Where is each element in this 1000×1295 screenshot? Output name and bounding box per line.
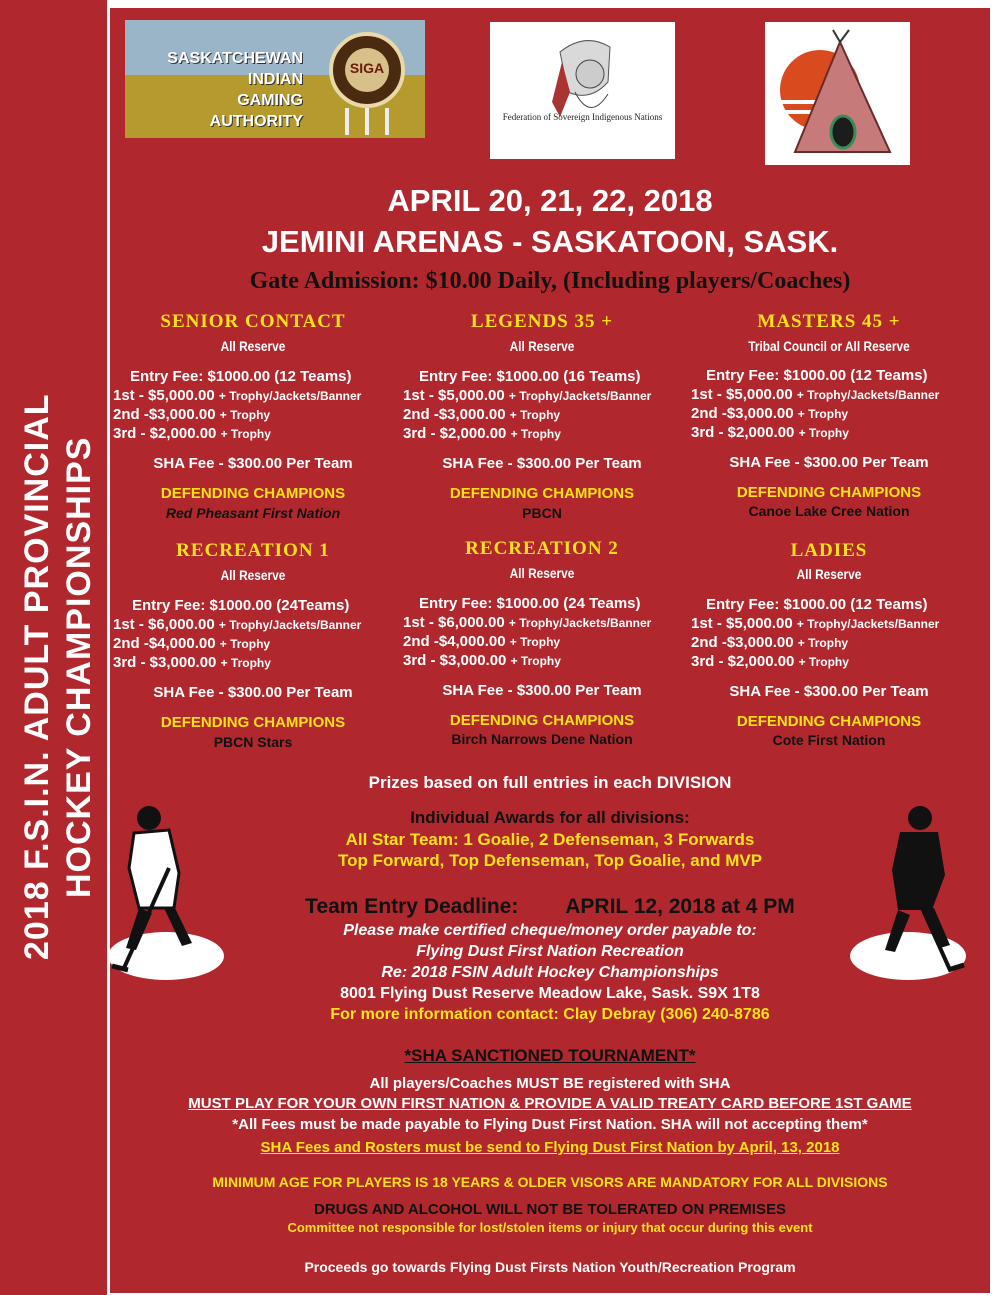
- prize-amount: 2nd -$3,000.00: [691, 405, 794, 422]
- siga-emblem: SIGA: [349, 60, 385, 76]
- entry-fee: Entry Fee: $1000.00 (12 Teams): [130, 368, 352, 385]
- prize-amount: 3rd - $3,000.00: [403, 652, 507, 669]
- sha-registration: All players/Coaches MUST BE registered with SHA: [369, 1075, 731, 1092]
- division-title: RECREATION 2: [465, 538, 619, 559]
- prize-3rd: [113, 653, 271, 673]
- division-subtitle: Tribal Council or All Reserve: [748, 338, 910, 354]
- prize-amount: 1st - $6,000.00: [403, 614, 505, 631]
- individual-awards-title: Individual Awards for all divisions:: [410, 808, 690, 827]
- prize-amount: 1st - $5,000.00: [691, 615, 793, 632]
- division-subtitle: All Reserve: [509, 338, 575, 354]
- prize-extra: + Trophy: [219, 408, 271, 422]
- prize-1st: [691, 614, 939, 634]
- contact-info: For more information contact: Clay Debray (306) 240-8786: [330, 1006, 770, 1023]
- fsin-chief-head-icon: [490, 22, 675, 159]
- defending-champions-label: DEFENDING CHAMPIONS: [736, 484, 922, 501]
- prize-2nd: [403, 632, 560, 652]
- prize-extra: + Trophy/Jackets/Banner: [218, 389, 362, 403]
- entry-fee: Entry Fee: $1000.00 (24Teams): [132, 597, 350, 614]
- prize-amount: 3rd - $2,000.00: [113, 425, 217, 442]
- division-subtitle: All Reserve: [220, 567, 286, 583]
- defending-champions-label: DEFENDING CHAMPIONS: [449, 485, 635, 502]
- prize-extra: + Trophy: [220, 656, 271, 670]
- division-subtitle: All Reserve: [796, 566, 862, 582]
- defending-champion: PBCN: [522, 505, 562, 521]
- defending-champion: Red Pheasant First Nation: [165, 505, 341, 521]
- siga-line: INDIAN: [247, 71, 303, 88]
- sha-fee: SHA Fee - $300.00 Per Team: [729, 683, 929, 700]
- defending-champion: Cote First Nation: [772, 732, 886, 748]
- prize-amount: 2nd -$3,000.00: [113, 406, 216, 423]
- prize-extra: + Trophy: [797, 636, 849, 650]
- defending-champions-label: DEFENDING CHAMPIONS: [736, 713, 922, 730]
- tipi-logo: [765, 22, 910, 165]
- prize-extra: + Trophy/Jackets/Banner: [218, 618, 362, 632]
- prize-2nd: [113, 634, 270, 654]
- sha-fee: SHA Fee - $300.00 Per Team: [442, 682, 642, 699]
- proceeds-note: Proceeds go towards Flying Dust Firsts Nation Youth/Recreation Program: [304, 1259, 796, 1275]
- prize-3rd: [691, 423, 849, 443]
- defending-champions-label: DEFENDING CHAMPIONS: [160, 714, 346, 731]
- defending-champions-label: DEFENDING CHAMPIONS: [449, 712, 635, 729]
- prize-1st: [691, 385, 939, 405]
- prize-2nd: [691, 633, 848, 653]
- prize-1st: [113, 386, 361, 406]
- event-dates: APRIL 20, 21, 22, 2018: [387, 183, 713, 218]
- side-title-line1: 2018 F.S.I.N. ADULT PROVINCIAL: [18, 393, 56, 960]
- prize-2nd: [113, 405, 270, 425]
- prize-3rd: [403, 651, 561, 671]
- prize-extra: + Trophy: [798, 655, 849, 669]
- all-star-team: All Star Team: 1 Goalie, 2 Defenseman, 3 Forwards: [345, 830, 755, 849]
- prize-3rd: [691, 652, 849, 672]
- top-awards: Top Forward, Top Defenseman, Top Goalie, and MVP: [337, 851, 763, 870]
- prize-extra: + Trophy: [219, 637, 271, 651]
- prize-amount: 2nd -$3,000.00: [403, 406, 506, 423]
- prize-extra: + Trophy/Jackets/Banner: [796, 388, 940, 402]
- division-title: SENIOR CONTACT: [160, 311, 346, 332]
- prize-amount: 3rd - $2,000.00: [691, 653, 795, 670]
- payable-instruction: Please make certified cheque/money order payable to:: [343, 922, 757, 939]
- prize-2nd: [691, 404, 848, 424]
- side-title-line2: HOCKEY CHAMPIONSHIPS: [60, 436, 98, 898]
- age-visor-rule: MINIMUM AGE FOR PLAYERS IS 18 YEARS & OLDER VISORS ARE MANDATORY FOR ALL DIVISIONS: [212, 1174, 888, 1190]
- sha-fee: SHA Fee - $300.00 Per Team: [153, 684, 353, 701]
- entry-fee: Entry Fee: $1000.00 (24 Teams): [419, 595, 641, 612]
- prize-amount: 1st - $5,000.00: [691, 386, 793, 403]
- payment-reference: Re: 2018 FSIN Adult Hockey Championships: [381, 964, 719, 981]
- prize-extra: + Trophy: [798, 426, 849, 440]
- committee-disclaimer: Committee not responsible for lost/stolen items or injury that occur during this event: [287, 1220, 813, 1235]
- prize-extra: + Trophy: [510, 654, 561, 668]
- sha-fee: SHA Fee - $300.00 Per Team: [442, 455, 642, 472]
- deadline-value: APRIL 12, 2018 at 4 PM: [565, 895, 795, 918]
- prize-1st: [403, 613, 651, 633]
- division-title: MASTERS 45 +: [757, 311, 901, 332]
- prize-2nd: [403, 405, 560, 425]
- prize-3rd: [113, 424, 271, 444]
- sanctioned-tournament: *SHA SANCTIONED TOURNAMENT*: [404, 1046, 696, 1065]
- prize-3rd: [403, 424, 561, 444]
- prize-1st: [113, 615, 361, 635]
- gate-admission: Gate Admission: $10.00 Daily, (Including players/Coaches): [249, 268, 851, 294]
- division-title: RECREATION 1: [176, 540, 330, 561]
- defending-champions-label: DEFENDING CHAMPIONS: [160, 485, 346, 502]
- prize-extra: + Trophy: [510, 427, 561, 441]
- prizes-note: Prizes based on full entries in each DIVISION: [368, 773, 732, 792]
- siga-line: GAMING: [237, 92, 303, 109]
- fsin-logo: [490, 22, 675, 159]
- mailing-address: 8001 Flying Dust Reserve Meadow Lake, Sask. S9X 1T8: [340, 985, 760, 1002]
- fsin-caption: Federation of Sovereign Indigenous Nations: [502, 112, 663, 122]
- sha-fee: SHA Fee - $300.00 Per Team: [729, 454, 929, 471]
- sha-fee: SHA Fee - $300.00 Per Team: [153, 455, 353, 472]
- entry-fee: Entry Fee: $1000.00 (16 Teams): [419, 368, 641, 385]
- prize-amount: 3rd - $2,000.00: [403, 425, 507, 442]
- rosters-deadline: SHA Fees and Rosters must be send to Flying Dust First Nation by April, 13, 2018: [260, 1139, 840, 1156]
- prize-amount: 3rd - $3,000.00: [113, 654, 217, 671]
- entry-fee: Entry Fee: $1000.00 (12 Teams): [706, 596, 928, 613]
- payee: Flying Dust First Nation Recreation: [416, 943, 684, 960]
- defending-champion: Birch Narrows Dene Nation: [451, 731, 633, 747]
- prize-amount: 2nd -$3,000.00: [691, 634, 794, 651]
- prize-amount: 2nd -$4,000.00: [403, 633, 506, 650]
- prize-extra: + Trophy/Jackets/Banner: [508, 616, 652, 630]
- siga-text: [133, 48, 303, 132]
- entry-fee: Entry Fee: $1000.00 (12 Teams): [706, 367, 928, 384]
- defending-champion: PBCN Stars: [213, 734, 293, 750]
- prize-extra: + Trophy: [509, 635, 561, 649]
- defending-champion: Canoe Lake Cree Nation: [748, 503, 910, 519]
- prize-extra: + Trophy/Jackets/Banner: [508, 389, 652, 403]
- entry-deadline: [110, 895, 990, 919]
- prize-amount: 1st - $5,000.00: [403, 387, 505, 404]
- siga-line: AUTHORITY: [209, 113, 303, 130]
- division-subtitle: All Reserve: [220, 338, 286, 354]
- drugs-alcohol-rule: DRUGS AND ALCOHOL WILL NOT BE TOLERATED ON PREMISES: [314, 1201, 786, 1218]
- treaty-card-rule: MUST PLAY FOR YOUR OWN FIRST NATION & PROVIDE A VALID TREATY CARD BEFORE 1ST GAME: [188, 1095, 912, 1112]
- deadline-label: Team Entry Deadline:: [305, 895, 519, 918]
- tipi-icon: [765, 22, 910, 165]
- prize-amount: 1st - $6,000.00: [113, 616, 215, 633]
- prize-extra: + Trophy: [220, 427, 271, 441]
- side-banner: [0, 0, 107, 1295]
- siga-logo: [125, 20, 425, 138]
- division-title: LADIES: [790, 540, 868, 561]
- prize-amount: 2nd -$4,000.00: [113, 635, 216, 652]
- event-venue: JEMINI ARENAS - SASKATOON, SASK.: [261, 224, 839, 259]
- prize-extra: + Trophy: [797, 407, 849, 421]
- fees-payable-rule: *All Fees must be made payable to Flying Dust First Nation. SHA will not accepting them*: [232, 1116, 868, 1133]
- prize-amount: 3rd - $2,000.00: [691, 424, 795, 441]
- prize-extra: + Trophy: [509, 408, 561, 422]
- prize-extra: + Trophy/Jackets/Banner: [796, 617, 940, 631]
- division-title: LEGENDS 35 +: [470, 311, 614, 332]
- prize-amount: 1st - $5,000.00: [113, 387, 215, 404]
- division-subtitle: All Reserve: [509, 565, 575, 581]
- siga-line: SASKATCHEWAN: [167, 50, 303, 67]
- prize-1st: [403, 386, 651, 406]
